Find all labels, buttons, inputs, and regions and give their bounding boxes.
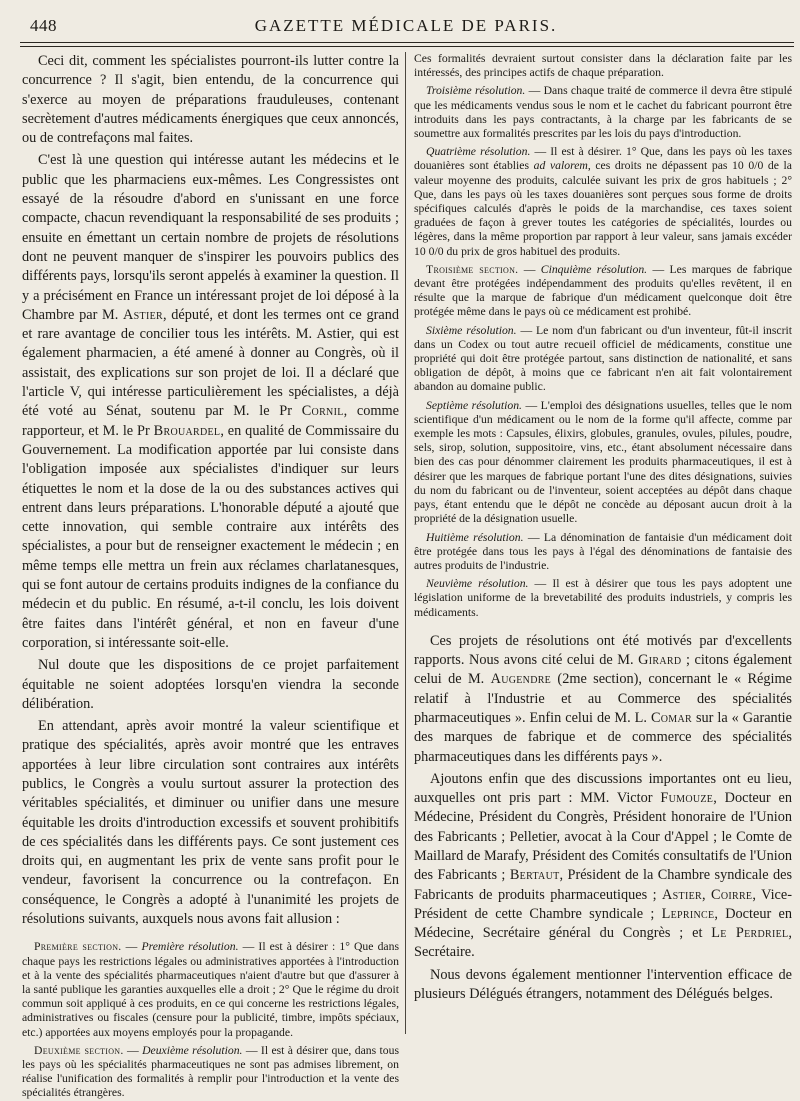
resolution-label: Septième résolution.	[426, 398, 522, 412]
resolution-1: Première section. — Première résolution. — Il est à désirer : 1° Que dans chaque pays les restrictions légales ou administratives apportées à l'introduction et à la vente des spécialités pharmaceutiques n'aient d'autre but que d'assurer à la santé publique les garanties auxquelles elle a droit ; 2° Que le régime du droit commun soit appliqué à ces produits, en ce qui concerne les restrictions légales, administratives ou fiscales (censure pour la publicité, timbre, impôts spéciaux, etc.) apportées aux moyens employés pour la propagande.	[22, 940, 399, 1039]
resolution-label: Neuvième résolution.	[426, 577, 529, 591]
resolution-3: Troisième résolution. — Dans chaque traité de commerce il devra être stipulé que les médicaments vendus sous le nom et le cachet du fabricant pourront être introduits dans les pays contractants, à la charge par les fabricants de se soumettre aux formalités prescrites par les lois du pays d'introduction.	[414, 84, 793, 141]
paragraph-en-attendant: En attendant, après avoir montré la valeur scientifique et pratique des spécialités, après avoir montré que les entraves apportées à leur libre circulation sont contraires aux intérêts publics, le Congrès a voulu surtout assurer la protection des véritables spécialités, et diminuer ou unifier dans une mesure équitable les droits d'introduction excessifs et souvent prohibitifs de ces spécialités dans les différents pays. Ce sont justement ces droits qui, en augmentant les prix de vente sans profit pour le vendeur, favorisent la concurrence ou la contrefaçon. En conséquence, le Congrès a adopté à l'unanimité les projets de résolutions suivants, auxquels nous avons fait allusion :	[22, 718, 399, 928]
resolution-7: Septième résolution. — L'emploi des désignations usuelles, telles que le nom scientifique d'un médicament ou le nom de la forme qu'il affecte, comme par exemple les mots : Capsules, élixirs, globules, granules, ovules, pilules, poudre, sels, sirop, solution, suppositoire, vins, etc., étant absolument nécessaire dans bien des cas pour dénommer clairement les produits pharmaceutiques, il est à désirer que les marques de fabrique portant l'une des dites désignations, suivies du nom du fabricant ou de l'inventeur, soient acceptées au dépôt dans chaque pays, étant entendu que le dépôt ne concède au déposant aucun droit à la propriété de la désignation usuelle.	[414, 398, 792, 526]
paragraph-delegues: Nous devons également mentionner l'intervention efficace de plusieurs Délégués étrangers, notamment des Délégués belges.	[414, 966, 792, 1003]
name-astier: Astier	[123, 306, 163, 323]
resolution-label: Huitième résolution.	[426, 530, 524, 544]
resolution-5: Troisième section. — Cinquième résolution. — Les marques de fabrique devant être protégées indépendamment des produits qu'elles revêtent, il en résulte que la marque de fabrique d'un médicament quelconque doit être protégée même dans le pays où ce médicament est prohibé.	[414, 262, 793, 319]
column-divider	[405, 52, 406, 1034]
paragraph-concurrence: Ceci dit, comment les spécialistes pourront-ils lutter contre la concurrence ? Il s'agit, bien entendu, de la concurrence qui s'exerce au moyen de préparations frauduleuses, contenant secrètement d'autres médicaments énergiques que ceux annoncés, ou de contrefaçons mal faites.	[22, 53, 399, 147]
resolution-label: Quatrième résolution.	[426, 145, 531, 159]
section-label: Première section.	[34, 940, 122, 954]
resolution-2-continued: Ces formalités devraient surtout consister dans la déclaration faite par les intéressés, des principes actifs de chaque préparation.	[414, 52, 792, 80]
paragraph-rapports: Ces projets de résolutions ont été motivés par d'excellents rapports. Nous avons cité celui de M. Girard ; citons également celui de M. Augendre (2me section), concernant le « Régime relatif à l'Industrie et au Commerce des spécialités pharmaceutiques ». Enfin celui de M. L. Comar sur la « Garantie des marques de fabrique et de commerce des spécialités pharmaceutiques dans les différents pays ».	[414, 632, 793, 765]
resolution-label: Cinquième résolution.	[540, 262, 648, 276]
resolution-label: Sixième résolution.	[426, 323, 517, 337]
paragraph-nul-doute: Nul doute que les dispositions de ce projet parfaitement équitable ne soient adoptées lorsqu'en viendra la seconde délibération.	[22, 657, 399, 712]
resolution-2: Deuxième section. — Deuxième résolution. — Il est à désirer que, dans tous les pays où les spécialités pharmaceutiques ne sont pas admises librement, on réalise l'unification des formalités à remplir pour l'introduction et la vente des spécialités étrangères.	[22, 1043, 400, 1100]
resolution-9: Neuvième résolution. — Il est à désirer que tous les pays adoptent une législation uniforme de la brevetabilité des produits industriels, y compris les médicaments.	[414, 577, 792, 619]
resolution-8: Huitième résolution. — La dénomination de fantaisie d'un médicament doit être protégée dans tous les pays à l'égal des dénominations de fantaisie des autres produits de l'industrie.	[414, 530, 792, 572]
left-column	[22, 52, 400, 1100]
name-brouardel: Brouardel	[153, 422, 221, 439]
journal-title: GAZETTE MÉDICALE DE PARIS.	[254, 16, 558, 35]
resolution-label: Première résolution.	[141, 940, 239, 954]
header-rule-thin	[20, 46, 794, 47]
right-column	[414, 52, 792, 1034]
resolution-label: Troisième résolution.	[426, 84, 526, 98]
paragraph-discussions: Ajoutons enfin que des discussions importantes ont eu lieu, auxquelles ont pris part : MM. Victor Fumouze, Docteur en Médecine, Président du Congrès, Président honoraire de l'Union des Fabricants ; Pelletier, avocat à la Cour d'Appel ; le Comte de Maillard de Marafy, Président des Comités consultatifs de l'Union des Fabricants ; Bertaut, Président de la Chambre syndicale des Fabricants de produits pharmaceutiques ; Astier, Coirre, Vice-Président de cette Chambre syndicale ; Leprince, Docteur en Médecine, Secrétaire général du Congrès ; et Le Perdriel, Secrétaire.	[414, 770, 793, 961]
page-header	[20, 16, 792, 44]
paragraph-question: C'est là une question qui intéresse autant les médecins et le public que les pharmaciens eux-mêmes. Les Congressistes ont essayé de la résoudre d'abord en s'unissant en une force compacte, chacun revendiquant la responsabilité de ses produits ; ensuite en émettant un certain nombre de projets de résolutions dont ne peuvent manquer de s'inspirer les pouvoirs publics des différents pays, lorsqu'ils seront appelés à examiner la question. Il y a précisément en France un intéressant projet de loi déposé à la Chambre par M. Astier, député, et dont les termes ont ce grand et rare avantage de concilier tous les intérêts. M. Astier, qui est également pharmacien, a été amené à donner au Congrès, où il assistait, des explications sur son projet de loi. Il a déclaré que l'article V, qui intéresse particulièrement les spécialistes, a déjà été voté au Sénat, soutenu par M. le Pr Cornil, comme rapporteur, et M. le Pr Brouardel, en qualité de Commissaire du Gouvernement. La modification apportée par lui consiste dans l'obligation imposée aux spécialistes d'indiquer sur leurs étiquettes le nom et la dose de la ou des substances actives qui entrent dans leurs préparations. L'honorable député a ajouté que cette innovation, qui semble contraire aux intérêts des spécialistes, a pour but de renseigner exactement le médecin ; en même temps elle mettra un frein aux réclames charlatanesques, qui se font autour de certains produits indignes de la confiance du médecin et du public. En résumé, a-t-il conclu, les lois doivent être faites dans l'intérêt général, et non en faveur d'une corporation, si intéressante soit-elle.	[22, 152, 399, 651]
section-label: Deuxième section.	[34, 1043, 124, 1057]
section-label: Troisième section.	[426, 262, 519, 276]
name-cornil: Cornil	[301, 403, 344, 420]
resolution-6: Sixième résolution. — Le nom d'un fabricant ou d'un inventeur, fût-il inscrit dans un Codex ou tout autre recueil officiel de médicaments, constitue une propriété qui doit être protégée partout, sans distinction de nationalité, et sans obligation de dépôt, à moins que ce fabricant n'en ait fait volontairement abandon au domaine public.	[414, 323, 792, 394]
resolution-label: Deuxième résolution.	[142, 1043, 243, 1057]
page-number: 448	[30, 16, 57, 35]
resolution-4: Quatrième résolution. — Il est à désirer. 1° Que, dans les pays où les taxes douanières sont établies ad valorem, ces droits ne dépassent pas 10 0/0 de la valeur moyenne des produits, calculée suivant les prix de gros habituels ; 2° Que, dans les pays où les taxes douanières sont perçues sous forme de droits spécifiques calculés d'après le poids de la marchandise, ces taxes soient graduées de façon à grever toutes les catégories de spécialités, lourdes ou légères, dans la même proportion par rapport à leur valeur, sans jamais excéder 10 0/0 du prix de gros habituel des produits.	[414, 145, 793, 258]
header-rule	[20, 42, 794, 43]
